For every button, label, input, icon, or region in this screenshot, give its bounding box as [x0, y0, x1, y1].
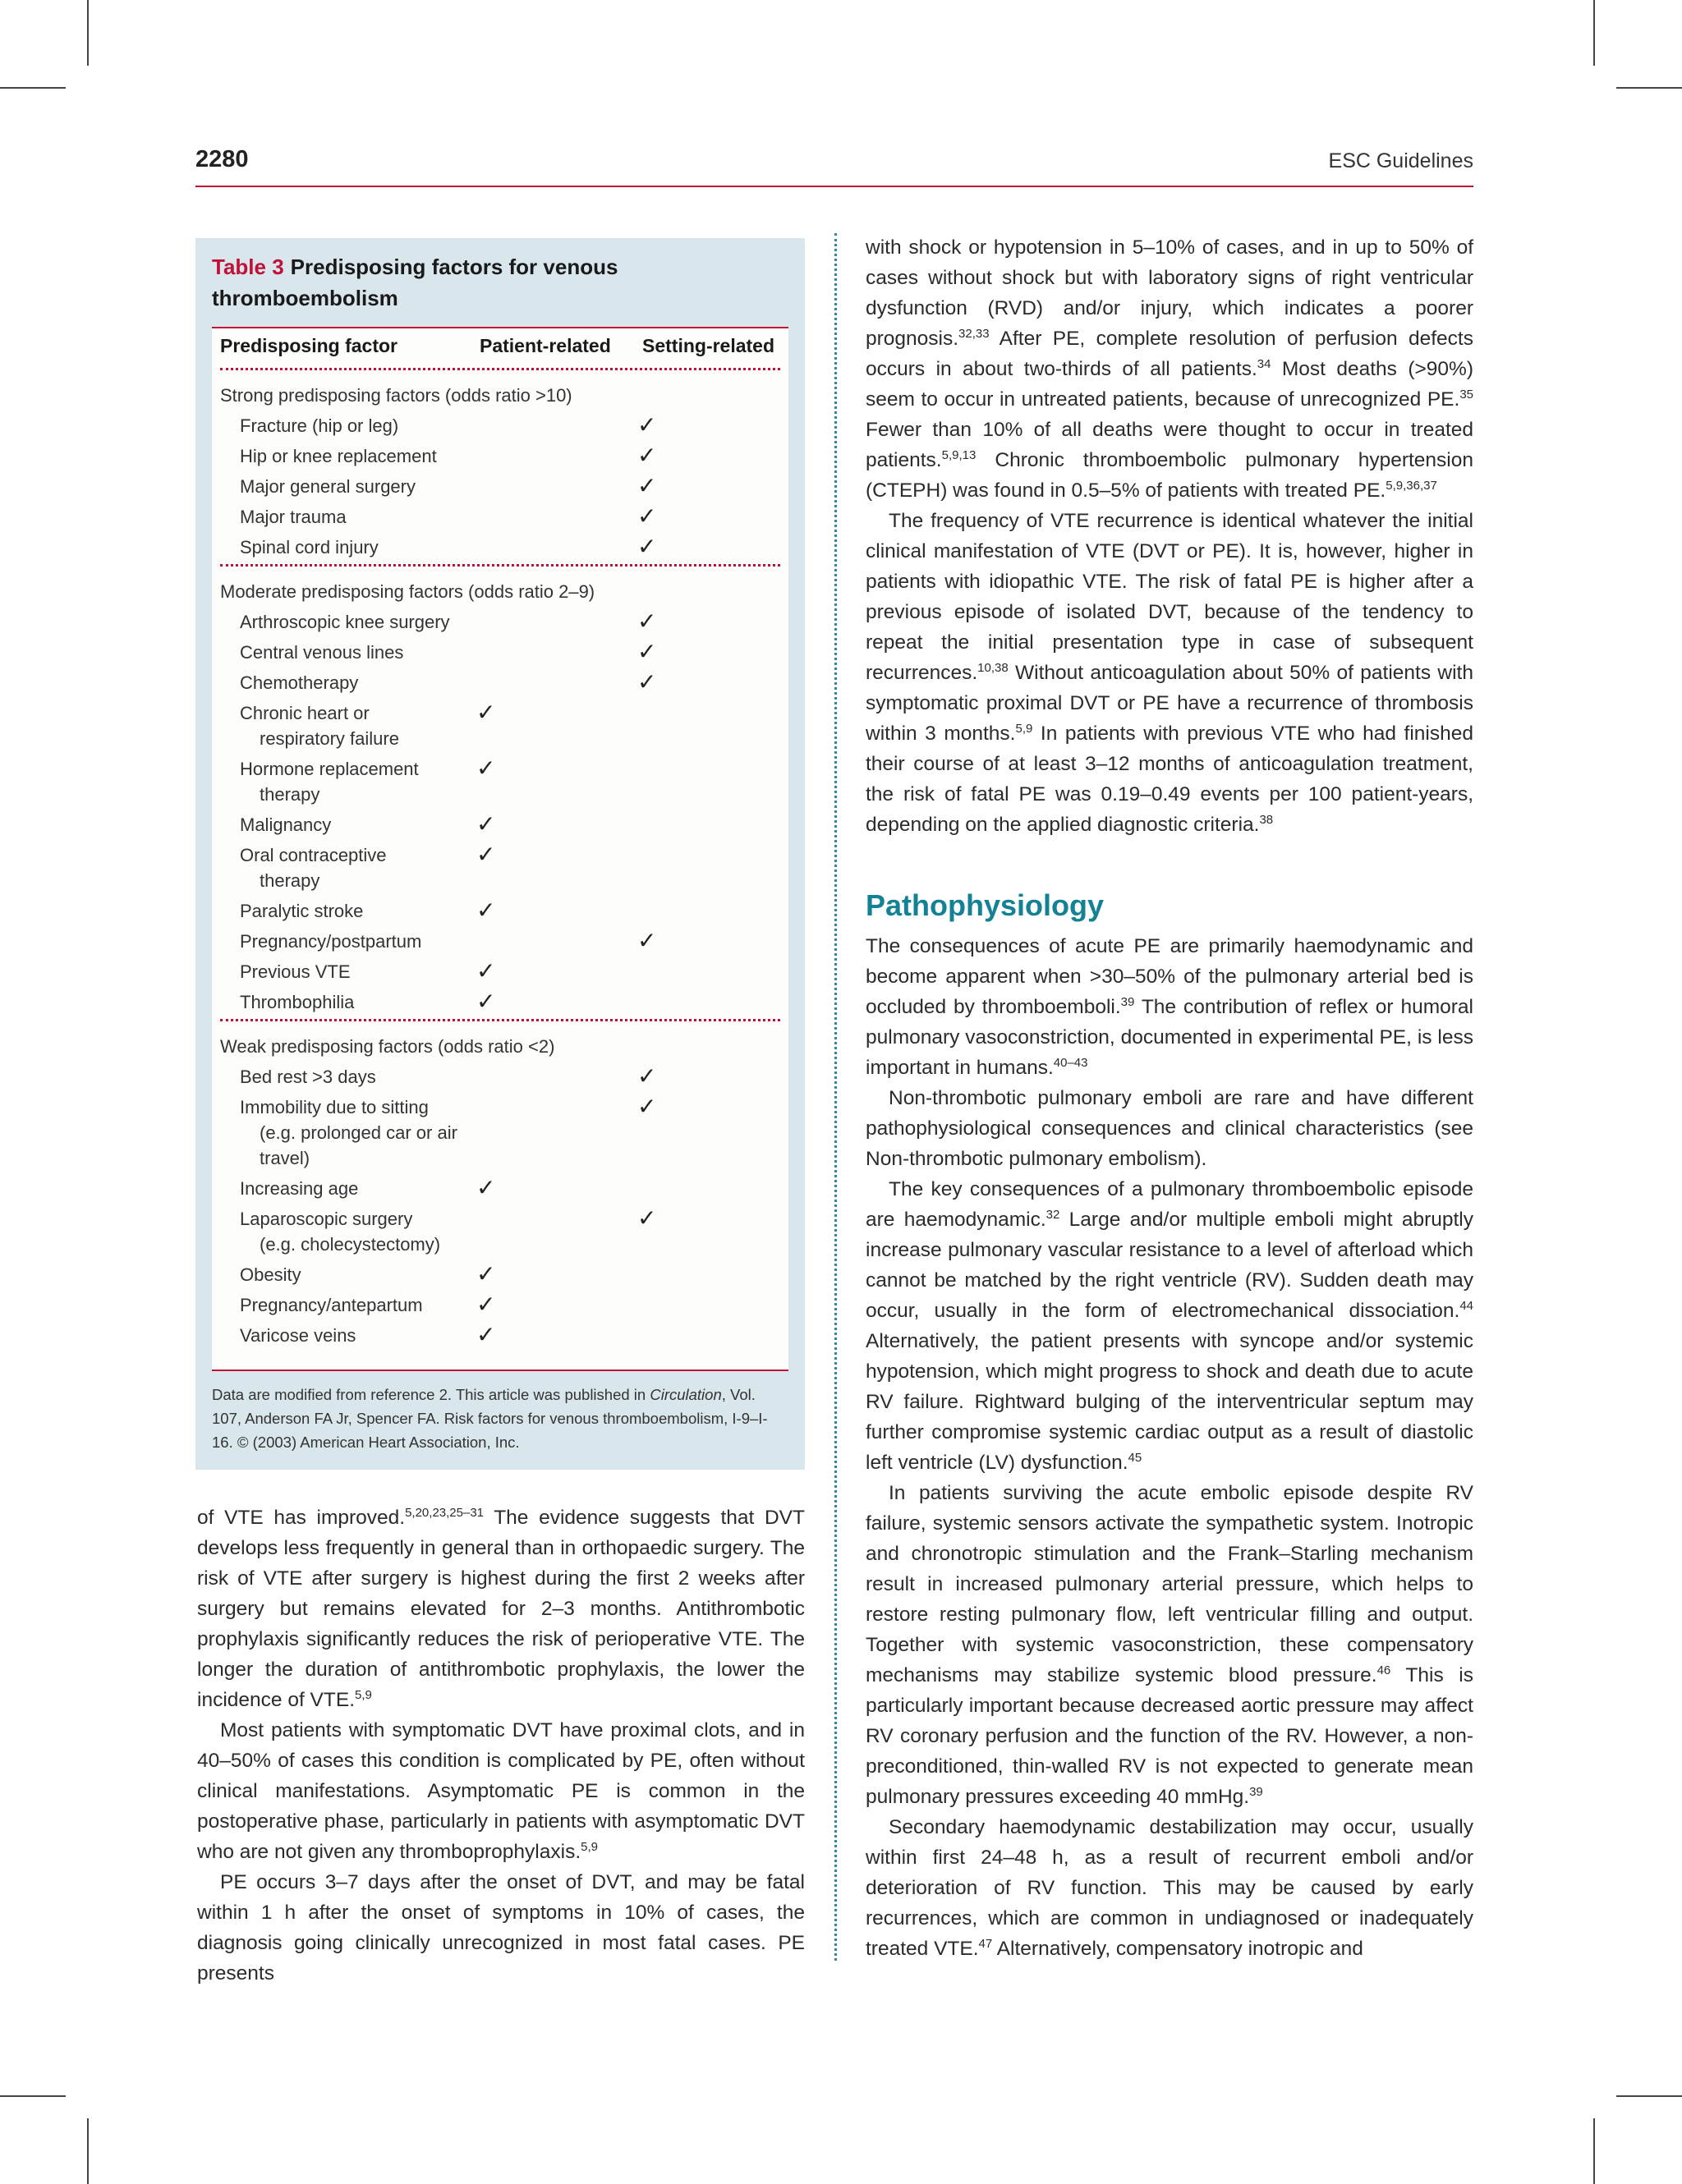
citation-superscript: 38	[1259, 812, 1274, 827]
text-run: The consequences of acute PE are primarily haemodynamic and become apparent when >30–50% of the pulmonary arterial bed is occluded by thromboemboli.	[866, 935, 1473, 1018]
factor-name: Paralytic stroke	[240, 901, 364, 921]
column-header-setting: Setting-related	[642, 335, 775, 356]
patient-related-check: ✓	[476, 811, 496, 837]
setting-related-check: ✓	[637, 503, 657, 529]
text-run: PE occurs 3–7 days after the onset of DVT, and may be fatal within 1 h after the onset of symptoms in 10% of cases, the diagnosis going clinically unrecognized in most fatal cases. PE presents	[197, 1871, 805, 1984]
factor-name: Arthroscopic knee surgery	[240, 612, 450, 632]
patient-related-check: ✓	[476, 1175, 496, 1200]
setting-related-check: ✓	[637, 473, 657, 498]
factor-name-continued: (e.g. cholecystectomy)	[260, 1234, 441, 1255]
factor-name: Previous VTE	[240, 961, 351, 982]
group-heading: Moderate predisposing factors (odds ratio 2–9)	[220, 581, 595, 602]
text-run: Alternatively, compensatory inotropic and	[992, 1938, 1363, 1960]
text-run: Secondary haemodynamic destabilization may occur, usually within first 24–48 h, as a result of recurrent emboli and/or deterioration of RV function. This may be caused by early recurrences, which are common in undiagnosed or inadequately treated VTE.	[866, 1816, 1473, 1960]
citation-superscript: 44	[1459, 1298, 1473, 1313]
group-divider	[220, 368, 780, 370]
patient-related-check: ✓	[476, 989, 496, 1014]
running-title: ESC Guidelines	[1328, 149, 1473, 172]
text-run: The evidence suggests that DVT develops less frequently in general than in orthopaedic surgery. The risk of VTE after surgery is highest during the first 2 weeks after surgery but remains elevated for 2–3 months. Antithrombotic prophylaxis significantly reduces the risk of perioperative VTE. The longer the duration of antithrombotic prophylaxis, the lower the incidence of VTE.	[197, 1507, 805, 1711]
table-title: Predisposing factors for venous thromboembolism	[212, 255, 618, 310]
citation-superscript: 5,9	[1015, 721, 1033, 736]
factor-name-continued: therapy	[260, 784, 320, 805]
table-caption	[212, 251, 688, 314]
factor-name: Hormone replacement	[240, 759, 419, 779]
text-run: with shock or hypotension in 5–10% of cases, and in up to 50% of cases without shock but with laboratory signs of right ventricular dysfunction (RVD) and/or injury, which indicates a poorer prognosis.	[866, 236, 1473, 350]
paragraph	[866, 1812, 1473, 1964]
paragraph	[197, 1503, 805, 1715]
factor-name: Oral contraceptive	[240, 845, 387, 865]
factor-name: Immobility due to sitting	[240, 1097, 429, 1117]
right-column-text-bottom	[866, 931, 1473, 1964]
column-separator	[834, 233, 837, 1961]
setting-related-check: ✓	[637, 1094, 657, 1119]
factor-name: Spinal cord injury	[240, 537, 379, 557]
text-run: This is particularly important because decreased aortic pressure may affect RV coronary perfusion and the function of the RV. However, a non-preconditioned, thin-walled RV is not expected to generate mean pulmonary pressures exceeding 40 mmHg.	[866, 1664, 1473, 1808]
right-column-text-top	[866, 232, 1473, 840]
text-run: Fewer than 10% of all deaths were thought to occur in treated patients.	[866, 419, 1473, 471]
factor-name: Chemotherapy	[240, 672, 359, 693]
text-run: The contribution of reflex or humoral pulmonary vasoconstriction, documented in experimental PE, is less important in humans.	[866, 996, 1474, 1079]
factor-name-continued: travel)	[260, 1148, 310, 1168]
paragraph	[866, 232, 1473, 506]
page-number: 2280	[195, 146, 249, 172]
left-column-text	[197, 1503, 805, 1989]
paragraph	[197, 1715, 805, 1867]
patient-related-check: ✓	[476, 1292, 496, 1317]
crop-mark	[1593, 2118, 1595, 2184]
crop-mark	[1593, 0, 1595, 66]
text-run: Non-thrombotic pulmonary emboli are rare and have different pathophysiological consequences and clinical characteristics (see Non-thrombotic pulmonary embolism).	[866, 1087, 1473, 1170]
citation-superscript: 10,38	[977, 660, 1009, 675]
factor-name-continued: (e.g. prolonged car or air	[260, 1122, 457, 1143]
patient-related-check: ✓	[476, 958, 496, 984]
citation-superscript: 5,9,13	[941, 447, 977, 462]
crop-mark	[1616, 87, 1682, 89]
crop-mark	[0, 87, 66, 89]
paragraph	[197, 1867, 805, 1989]
patient-related-check: ✓	[476, 897, 496, 923]
group-divider	[220, 564, 780, 567]
text-run: In patients with previous VTE who had finished their course of at least 3–12 months of anticoagulation treatment, the risk of fatal PE was 0.19–0.49 events per 100 patient-years, depending on the applied diagnostic criteria.	[866, 723, 1473, 836]
paragraph	[866, 1083, 1473, 1174]
factor-name: Pregnancy/antepartum	[240, 1295, 423, 1315]
paragraph	[866, 931, 1473, 1083]
group-divider	[220, 1019, 780, 1021]
setting-related-check: ✓	[637, 1063, 657, 1089]
text-run: The key consequences of a pulmonary thromboembolic episode are haemodynamic.	[866, 1178, 1473, 1231]
citation-superscript: 5,9	[581, 1839, 598, 1854]
factor-name-continued: respiratory failure	[260, 728, 399, 749]
patient-related-check: ✓	[476, 755, 496, 781]
crop-mark	[0, 2095, 66, 2097]
text-run: Most deaths (>90%) seem to occur in untreated patients, because of unrecognized PE.	[866, 358, 1473, 411]
text-run: Most patients with symptomatic DVT have proximal clots, and in 40–50% of cases this condition is complicated by PE, often without clinical manifestations. Asymptomatic PE is common in the postoperative phase, particularly in patients with asymptomatic DVT who are not given any thromboprophylaxis.	[197, 1719, 805, 1863]
column-header-patient: Patient-related	[480, 335, 611, 356]
factor-name: Obesity	[240, 1264, 301, 1285]
patient-related-check: ✓	[476, 1322, 496, 1347]
citation-superscript: 46	[1376, 1663, 1391, 1677]
citation-superscript: 39	[1120, 994, 1135, 1009]
factor-name: Malignancy	[240, 814, 332, 835]
paragraph	[866, 1174, 1473, 1478]
text-run: Large and/or multiple emboli might abruptly increase pulmonary vascular resistance to a level of afterload which cannot be matched by the right ventricle (RV). Sudden death may occur, usually in the form of electromechanical dissociation.	[866, 1209, 1473, 1322]
text-run: The frequency of VTE recurrence is identical whatever the initial clinical manifestation of VTE (DVT or PE). It is, however, higher in patients with idiopathic VTE. The risk of fatal PE is higher after a previous episode of isolated DVT, because of the tendency to repeat the initial presentation type in case of subsequent recurrences.	[866, 510, 1473, 684]
factor-name: Fracture (hip or leg)	[240, 415, 399, 436]
text-run: In patients surviving the acute embolic episode despite RV failure, systemic sensors activate the sympathetic system. Inotropic and chronotropic stimulation and the Frank–Starling mechanism result in increased pulmonary arterial pressure, which helps to restore resting pulmonary flow, left ventricular filling and output. Together with systemic vasoconstriction, these compensatory mechanisms may stabilize systemic blood pressure.	[866, 1482, 1473, 1686]
column-header-factor: Predisposing factor	[220, 335, 398, 356]
setting-related-check: ✓	[637, 534, 657, 559]
factor-name: Hip or knee replacement	[240, 446, 437, 466]
factor-name: Bed rest >3 days	[240, 1067, 376, 1087]
text-run: of VTE has improved.	[197, 1507, 406, 1529]
citation-superscript: 47	[978, 1936, 993, 1951]
patient-related-check: ✓	[476, 1261, 496, 1287]
table-label: Table 3	[212, 255, 284, 279]
patient-related-check: ✓	[476, 700, 496, 725]
factor-name: Laparoscopic surgery	[240, 1209, 413, 1229]
citation-superscript: 32,33	[958, 326, 990, 341]
citation-superscript: 35	[1459, 387, 1473, 401]
citation-superscript: 5,9,36,37	[1386, 478, 1437, 493]
paragraph	[866, 1478, 1473, 1812]
text-run: Without anticoagulation about 50% of patients with symptomatic proximal DVT or PE have a recurrence of thrombosis within 3 months.	[866, 662, 1473, 745]
crop-mark	[87, 0, 89, 66]
setting-related-check: ✓	[637, 928, 657, 953]
factor-name: Pregnancy/postpartum	[240, 931, 422, 952]
factor-name: Major trauma	[240, 507, 347, 527]
factor-name: Central venous lines	[240, 642, 404, 663]
text-run: Alternatively, the patient presents with syncope and/or systemic hypotension, which might progress to shock and death due to acute RV failure. Rightward bulging of the interventricular septum may further compromise systemic cardiac output as a result of diastolic left ventricle (LV) dysfunction.	[866, 1330, 1473, 1474]
citation-superscript: 34	[1257, 356, 1271, 371]
citation-superscript: 5,9	[355, 1687, 372, 1702]
text-run: After PE, complete resolution of perfusion defects occurs in about two-thirds of all patients.	[866, 328, 1473, 380]
section-heading: Pathophysiology	[866, 888, 1105, 922]
patient-related-check: ✓	[476, 842, 496, 867]
setting-related-check: ✓	[637, 412, 657, 438]
citation-superscript: 5,20,23,25–31	[405, 1505, 485, 1520]
paragraph	[866, 506, 1473, 840]
text-run: Chronic thromboembolic pulmonary hypertension (CTEPH) was found in 0.5–5% of patients with treated PE.	[866, 449, 1473, 502]
factor-name: Varicose veins	[240, 1325, 356, 1346]
group-heading: Weak predisposing factors (odds ratio <2)	[220, 1036, 555, 1057]
citation-superscript: 45	[1128, 1450, 1142, 1465]
factor-name: Major general surgery	[240, 476, 416, 497]
factor-name: Chronic heart or	[240, 703, 370, 723]
setting-related-check: ✓	[637, 608, 657, 634]
header-rule	[195, 186, 1473, 187]
factor-name-continued: therapy	[260, 870, 320, 891]
crop-mark	[1616, 2095, 1682, 2097]
factor-name: Thrombophilia	[240, 992, 355, 1012]
citation-superscript: 32	[1046, 1207, 1060, 1222]
crop-mark	[87, 2118, 89, 2184]
setting-related-check: ✓	[637, 669, 657, 695]
setting-related-check: ✓	[637, 639, 657, 664]
factor-name: Increasing age	[240, 1178, 359, 1199]
citation-superscript: 40–43	[1053, 1055, 1088, 1070]
citation-superscript: 39	[1249, 1784, 1263, 1799]
setting-related-check: ✓	[637, 1205, 657, 1231]
table-footnote: Data are modified from reference 2. This article was published in Circulation, Vol. 107, Anderson FA Jr, Spencer FA. Risk factors for venous thromboembolism, I-9–I-16. © (2003) American Heart Association, Inc.	[212, 1386, 768, 1451]
group-heading: Strong predisposing factors (odds ratio >10)	[220, 385, 572, 406]
setting-related-check: ✓	[637, 443, 657, 468]
